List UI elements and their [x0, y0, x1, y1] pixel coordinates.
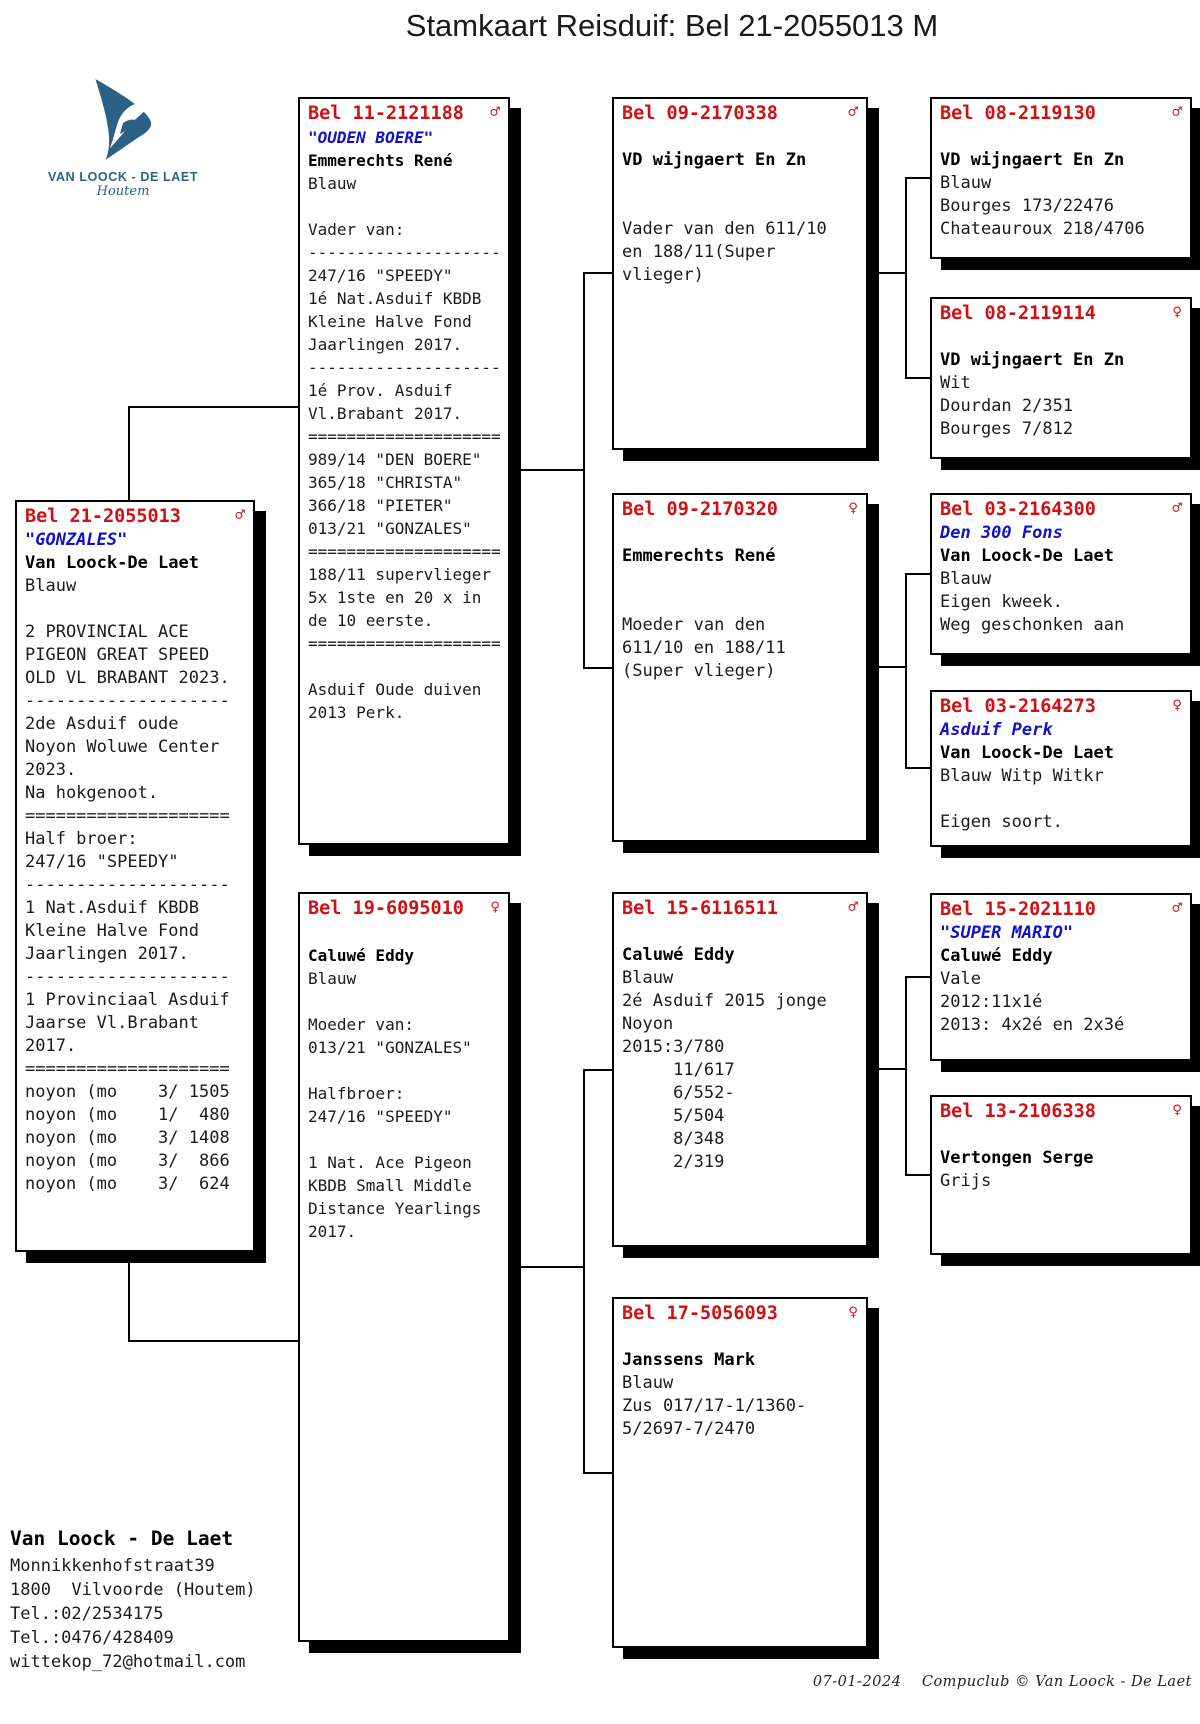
box-line: -------------------- [308, 358, 501, 377]
box-line: 2013 Perk. [308, 703, 405, 722]
box-line: 365/18 "CHRISTA" [308, 473, 463, 492]
box-line: "GONZALES" [25, 530, 128, 550]
ring-number: Bel 08-2119130 [940, 103, 1096, 124]
box-line: Blauw [308, 174, 357, 193]
box-line [622, 172, 858, 195]
connector-line [583, 1472, 614, 1474]
connector-line [905, 573, 932, 575]
box-line: 188/11 supervlieger [308, 565, 492, 584]
ring-number: Bel 15-2021110 [940, 899, 1096, 920]
box-line: -------------------- [308, 243, 501, 262]
box-line: Vale [940, 969, 981, 989]
pedigree-box-bel-11-2121188 [298, 97, 510, 845]
connector-line [128, 406, 300, 408]
ring-number: Bel 15-6116511 [622, 898, 778, 919]
box-line [940, 788, 1182, 811]
box-line: Distance Yearlings [308, 1199, 482, 1218]
ring-number-header [622, 497, 858, 522]
ring-number-header [308, 896, 500, 921]
box-line: en 188/11(Super [622, 242, 776, 262]
box-line [308, 990, 500, 1013]
box-line: Van Loock-De Laet [25, 553, 199, 573]
box-line: Blauw [940, 569, 992, 589]
box-line: ==================== [25, 1059, 230, 1079]
connector-line [905, 574, 907, 769]
box-line: 2 PROVINCIAL ACE [25, 622, 189, 642]
contact-email: wittekop_72@hotmail.com [10, 1652, 246, 1672]
box-line: "SUPER MARIO" [940, 923, 1074, 943]
box-line: Vader van: [308, 220, 405, 239]
female-icon: ♀ [848, 498, 858, 517]
logo-bird-icon [92, 78, 154, 164]
connector-line [583, 1069, 585, 1474]
ring-number: Bel 17-5056093 [622, 1303, 778, 1324]
box-line: 1é Prov. Asduif [308, 381, 453, 400]
box-line: Blauw [25, 576, 77, 596]
box-line: Na hokgenoot. [25, 783, 159, 803]
contact-street: Monnikkenhofstraat39 [10, 1556, 215, 1576]
box-line [622, 591, 858, 614]
box-line: noyon (mo 3/ 1408 [25, 1128, 230, 1148]
box-line: Eigen soort. [940, 812, 1063, 832]
box-line: de 10 eerste. [308, 611, 434, 630]
box-line: Half broer: [25, 829, 138, 849]
box-line: Blauw [622, 1373, 674, 1393]
box-line [940, 1124, 1182, 1147]
connector-line [510, 1266, 585, 1268]
box-line: "OUDEN BOERE" [308, 128, 434, 147]
pedigree-box-bel-09-2170338 [612, 97, 868, 450]
box-line: Moeder van: [308, 1015, 414, 1034]
box-line: KBDB Small Middle [308, 1176, 472, 1195]
pedigree-box-bel-03-2164300 [930, 493, 1192, 655]
pedigree-box-bel-03-2164273 [930, 690, 1192, 847]
male-icon: ♂ [1172, 898, 1182, 917]
logo-place-name: Houtem [96, 184, 150, 199]
box-line [940, 126, 1182, 149]
contact-block [10, 1524, 256, 1674]
pedigree-box-bel-09-2170320 [612, 493, 868, 842]
box-line [308, 195, 500, 218]
box-line: OLD VL BRABANT 2023. [25, 668, 230, 688]
box-line: 5x 1ste en 20 x in [308, 588, 482, 607]
box-line: 2013: 4x2é en 2x3é [940, 1015, 1125, 1035]
box-line: 013/21 "GONZALES" [308, 519, 472, 538]
box-line: Kleine Halve Fond [25, 921, 199, 941]
ring-number-header [622, 1301, 858, 1326]
ring-number: Bel 19-6095010 [308, 898, 464, 919]
box-line: 1 Nat. Ace Pigeon [308, 1153, 472, 1172]
box-line: 11/617 [622, 1060, 735, 1080]
box-line: Blauw [308, 969, 357, 988]
box-line: Eigen kweek. [940, 592, 1063, 612]
pedigree-box-bel-17-5056093 [612, 1297, 868, 1648]
ring-number: Bel 08-2119114 [940, 303, 1096, 324]
connector-line [905, 976, 932, 978]
box-line: Van Loock-De Laet [940, 743, 1114, 763]
box-line: noyon (mo 1/ 480 [25, 1105, 230, 1125]
pedigree-box-bel-08-2119130 [930, 97, 1192, 259]
box-line: ==================== [308, 542, 501, 561]
connector-line [905, 177, 932, 179]
box-line: Vertongen Serge [940, 1148, 1094, 1168]
box-line: ==================== [308, 427, 501, 446]
box-line [622, 921, 858, 944]
male-icon: ♂ [1172, 498, 1182, 517]
box-line: noyon (mo 3/ 866 [25, 1151, 230, 1171]
box-line: Blauw [622, 968, 674, 988]
box-line: Jaarlingen 2017. [25, 944, 189, 964]
ring-number-header [308, 101, 500, 126]
male-icon: ♂ [848, 102, 858, 121]
box-line: Vl.Brabant 2017. [308, 404, 463, 423]
connector-line [128, 1340, 300, 1342]
box-line: 989/14 "DEN BOERE" [308, 450, 482, 469]
page-title: Stamkaart Reisduif: Bel 21-2055013 M [405, 8, 939, 43]
connector-line [128, 1252, 130, 1342]
connector-line [128, 406, 130, 502]
loft-logo [48, 78, 198, 199]
contact-loft-name: Van Loock - De Laet [10, 1527, 234, 1550]
box-line [622, 126, 858, 149]
connector-line [905, 1174, 932, 1176]
box-line: Noyon [622, 1014, 674, 1034]
box-line: Bourges 173/22476 [940, 196, 1114, 216]
connector-line [868, 272, 907, 274]
ring-number-header [940, 101, 1182, 126]
box-line: 366/18 "PIETER" [308, 496, 453, 515]
box-line: 2015:3/780 [622, 1037, 725, 1057]
male-icon: ♂ [235, 505, 245, 524]
box-line: 1 Provinciaal Asduif [25, 990, 230, 1010]
ring-number-header [25, 504, 245, 529]
box-line: VD wijngaert En Zn [940, 350, 1125, 370]
box-line: 247/16 "SPEEDY" [308, 266, 453, 285]
connector-line [583, 667, 614, 669]
box-line: noyon (mo 3/ 1505 [25, 1082, 230, 1102]
box-line: Vader van den 611/10 [622, 219, 827, 239]
box-line: Asduif Oude duiven [308, 680, 482, 699]
box-line: Caluwé Eddy [940, 946, 1053, 966]
box-line: Blauw [940, 173, 992, 193]
box-line [308, 1128, 500, 1151]
logo-loft-name: VAN LOOCK - DE LAET [48, 170, 199, 184]
ring-number: Bel 21-2055013 [25, 506, 181, 527]
box-line: ==================== [308, 634, 501, 653]
connector-line [905, 977, 907, 1176]
box-line [308, 921, 500, 944]
pedigree-box-bel-15-6116511 [612, 892, 868, 1247]
box-line: 611/10 en 188/11 [622, 638, 786, 658]
box-line: Asduif Perk [940, 720, 1053, 740]
ring-number: Bel 11-2121188 [308, 103, 464, 124]
ring-number: Bel 03-2164273 [940, 696, 1096, 717]
connector-line [905, 178, 907, 379]
contact-phone-2: Tel.:0476/428409 [10, 1628, 174, 1648]
ring-number: Bel 03-2164300 [940, 499, 1096, 520]
box-line: Janssens Mark [622, 1350, 756, 1370]
box-line [308, 1059, 500, 1082]
ring-number-header [940, 1099, 1182, 1124]
box-line: noyon (mo 3/ 624 [25, 1174, 230, 1194]
box-line [940, 326, 1182, 349]
box-line: 8/348 [622, 1129, 725, 1149]
box-line [308, 655, 500, 678]
female-icon: ♀ [1172, 302, 1182, 321]
box-line: 2017. [308, 1222, 357, 1241]
box-line: Noyon Woluwe Center [25, 737, 220, 757]
connector-line [905, 767, 932, 769]
pedigree-box-bel-21-2055013 [15, 500, 255, 1252]
box-line: 6/552- [622, 1083, 735, 1103]
box-line [622, 195, 858, 218]
ring-number-header [940, 694, 1182, 719]
box-line: PIGEON GREAT SPEED [25, 645, 210, 665]
box-line: Van Loock-De Laet [940, 546, 1114, 566]
box-line: Emmerechts René [308, 151, 453, 170]
box-line: Weg geschonken aan [940, 615, 1125, 635]
box-line: 2de Asduif oude [25, 714, 179, 734]
box-line: Blauw Witp Witkr [940, 766, 1104, 786]
male-icon: ♂ [848, 897, 858, 916]
box-line: 247/16 "SPEEDY" [308, 1107, 453, 1126]
box-line: Halfbroer: [308, 1084, 405, 1103]
box-line: VD wijngaert En Zn [622, 150, 807, 170]
box-line: ==================== [25, 806, 230, 826]
box-line: 1é Nat.Asduif KBDB [308, 289, 482, 308]
box-line: Jaarse Vl.Brabant [25, 1013, 199, 1033]
box-line: Caluwé Eddy [308, 946, 414, 965]
box-line: Chateauroux 218/4706 [940, 219, 1145, 239]
ring-number-header [622, 896, 858, 921]
box-line: 2012:11x1é [940, 992, 1043, 1012]
connector-line [583, 272, 614, 274]
pedigree-box-bel-08-2119114 [930, 297, 1192, 459]
box-line: 2/319 [622, 1152, 725, 1172]
ring-number: Bel 13-2106338 [940, 1101, 1096, 1122]
box-line: Dourdan 2/351 [940, 396, 1074, 416]
box-line: Den 300 Fons [940, 523, 1063, 543]
box-line: -------------------- [25, 691, 230, 711]
ring-number: Bel 09-2170320 [622, 499, 778, 520]
female-icon: ♀ [1172, 695, 1182, 714]
pedigree-box-bel-13-2106338 [930, 1095, 1192, 1255]
contact-city: 1800 Vilvoorde (Houtem) [10, 1580, 256, 1600]
ring-number-header [940, 497, 1182, 522]
box-line: Bourges 7/812 [940, 419, 1074, 439]
ring-number-header [940, 897, 1182, 922]
box-line: 5/2697-7/2470 [622, 1419, 756, 1439]
box-line: Kleine Halve Fond [308, 312, 472, 331]
female-icon: ♀ [1172, 1100, 1182, 1119]
pedigree-box-bel-19-6095010 [298, 892, 510, 1642]
box-line: 1 Nat.Asduif KBDB [25, 898, 199, 918]
box-line: Caluwé Eddy [622, 945, 735, 965]
connector-line [868, 1068, 907, 1070]
female-icon: ♀ [490, 897, 500, 916]
box-line: 5/504 [622, 1106, 725, 1126]
ring-number: Bel 09-2170338 [622, 103, 778, 124]
connector-line [583, 1069, 614, 1071]
box-line: -------------------- [25, 967, 230, 987]
box-line: 013/21 "GONZALES" [308, 1038, 472, 1057]
contact-phone-1: Tel.:02/2534175 [10, 1604, 164, 1624]
box-line: Wit [940, 373, 971, 393]
box-line: -------------------- [25, 875, 230, 895]
male-icon: ♂ [1172, 102, 1182, 121]
ring-number-header [622, 101, 858, 126]
box-line: Zus 017/17-1/1360- [622, 1396, 807, 1416]
box-line: 2017. [25, 1036, 77, 1056]
box-line: vlieger) [622, 265, 704, 285]
box-line [622, 1326, 858, 1349]
male-icon: ♂ [490, 102, 500, 121]
box-line [25, 598, 245, 621]
box-line: VD wijngaert En Zn [940, 150, 1125, 170]
box-line: 2é Asduif 2015 jonge [622, 991, 827, 1011]
box-line [622, 522, 858, 545]
box-line: Moeder van den [622, 615, 766, 635]
print-stamp: 07-01-2024 Compuclub © Van Loock - De Laet [812, 1674, 1192, 1690]
box-line: 247/16 "SPEEDY" [25, 852, 179, 872]
female-icon: ♀ [848, 1302, 858, 1321]
connector-line [868, 666, 907, 668]
box-line: (Super vlieger) [622, 661, 776, 681]
box-line: 2023. [25, 760, 77, 780]
connector-line [583, 272, 585, 669]
box-line: Jaarlingen 2017. [308, 335, 463, 354]
pedigree-box-bel-15-2021110 [930, 893, 1192, 1061]
ring-number-header [940, 301, 1182, 326]
connector-line [510, 469, 585, 471]
connector-line [905, 377, 932, 379]
box-line [622, 568, 858, 591]
box-line: Emmerechts René [622, 546, 776, 566]
box-line: Grijs [940, 1171, 992, 1191]
